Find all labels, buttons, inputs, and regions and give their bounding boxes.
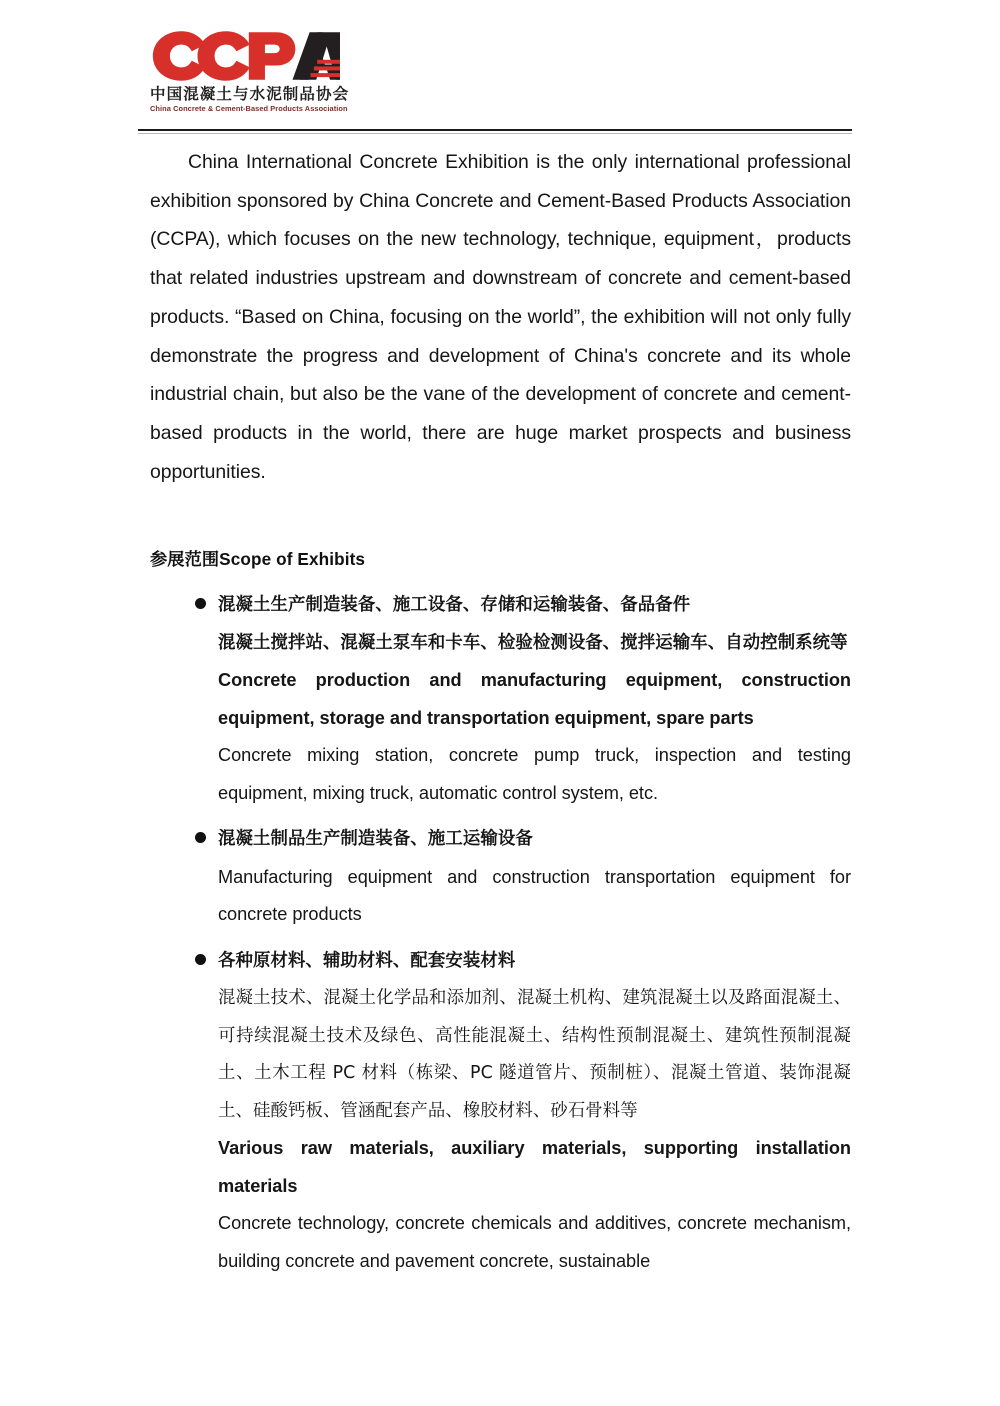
- scope-heading-chinese: 参展范围: [150, 550, 220, 571]
- item-english-detail: Concrete mixing station, concrete pump truck, inspection and testing equipment, mixing truck, automatic control system, etc.: [218, 745, 851, 803]
- document-header: [150, 28, 851, 120]
- item-english-title: Various raw materials, auxiliary materials, supporting installation materials: [218, 1138, 851, 1196]
- logo-chinese-name: 中国混凝土与水泥制品协会: [150, 85, 350, 103]
- intro-paragraph: China International Concrete Exhibition is the only international professional exhibition sponsored by China Concrete and Cement-Based Products Association (CCPA), which focuses on the new technology, technique, equipment，products that related industries upstream and downstream of concrete and cement-based products. “Based on China, focusing on the world”, the exhibition will not only fully demonstrate the progress and development of China's concrete and its whole industrial chain, but also be the vane of the development of concrete and cement-based products in the world, there are huge market prospects and business opportunities.: [150, 151, 851, 483]
- item-chinese-title: 各种原材料、辅助材料、配套安装材料: [218, 950, 516, 971]
- scope-list: [150, 587, 851, 1280]
- item-chinese-title: 混凝土生产制造装备、施工设备、存储和运输装备、备品备件: [218, 595, 691, 616]
- item-chinese-title: 混凝土制品生产制造装备、施工运输设备: [218, 829, 533, 850]
- document-content: [150, 143, 851, 1280]
- list-item: [150, 943, 851, 1281]
- bullet-icon: [195, 954, 206, 965]
- item-chinese-detail: 混凝土搅拌站、混凝土泵车和卡车、检验检测设备、搅拌运输车、自动控制系统等: [218, 632, 848, 653]
- logo-english-name: China Concrete & Cement-Based Products Association: [150, 103, 348, 113]
- bullet-icon: [195, 832, 206, 843]
- scope-section-heading: [150, 491, 851, 575]
- list-item: [150, 587, 851, 812]
- item-chinese-detail: 混凝土技术、混凝土化学品和添加剂、混凝土机构、建筑混凝土以及路面混凝土、可持续混凝土技术及绿色、高性能混凝土、结构性预制混凝土、建筑性预制混凝土、土木工程 PC 材料（栋梁、PC 隧道管片、预制桩）、混凝土管道、装饰混凝土、硅酸钙板、管涵配套产品、橡胶材料、砂石骨料等: [218, 988, 851, 1121]
- list-item: [150, 821, 851, 934]
- item-english-title: Concrete production and manufacturing equipment, construction equipment, storage and transportation equipment, spare parts: [218, 670, 851, 728]
- item-english-detail: Concrete technology, concrete chemicals and additives, concrete mechanism, building concrete and pavement concrete, sustainable: [218, 1213, 851, 1271]
- header-divider: [138, 129, 852, 131]
- ccpa-logo-icon: [150, 28, 340, 84]
- scope-heading-english: Scope of Exhibits: [219, 549, 366, 570]
- item-english-detail: Manufacturing equipment and construction transportation equipment for concrete products: [218, 866, 851, 925]
- bullet-icon: [195, 598, 206, 609]
- ccpa-logo: [150, 28, 350, 120]
